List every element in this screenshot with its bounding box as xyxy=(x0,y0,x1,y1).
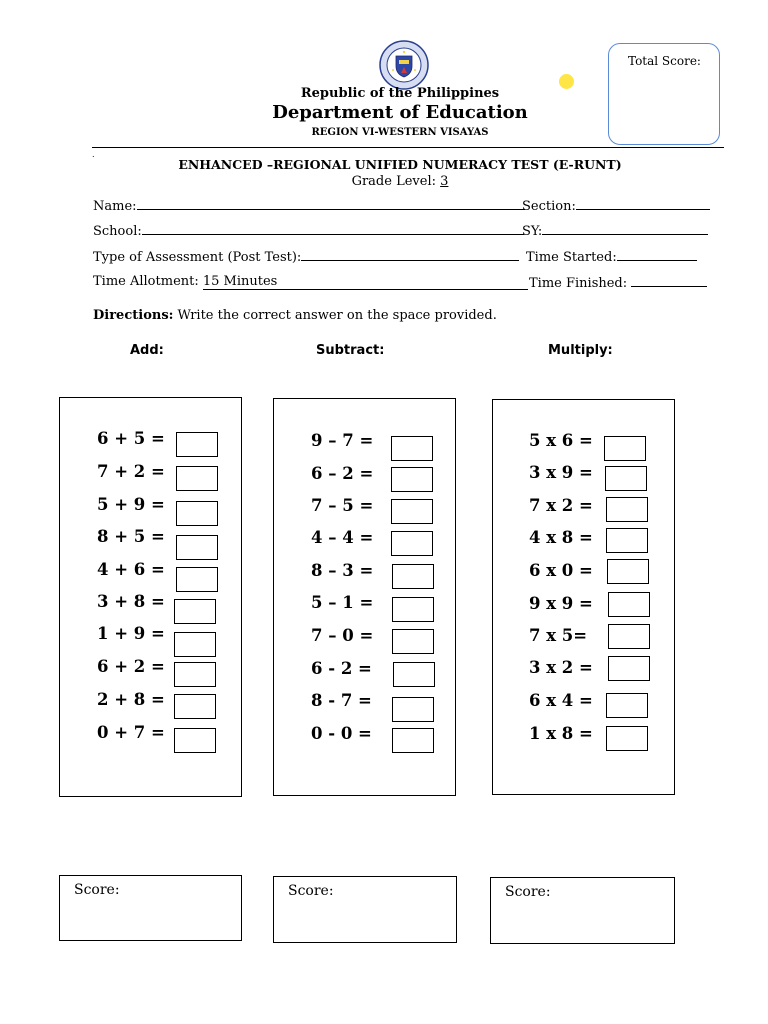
subtract-problem: 0 - 0 = xyxy=(311,724,372,743)
directions-label: Directions: xyxy=(93,308,174,323)
time-started-field[interactable] xyxy=(526,248,697,265)
sy-field[interactable] xyxy=(522,222,708,239)
add-problem: 0 + 7 = xyxy=(97,723,165,742)
subtract-answer-box[interactable] xyxy=(391,467,433,492)
directions xyxy=(93,308,497,323)
school-line[interactable] xyxy=(142,222,524,235)
section-label: Section: xyxy=(522,199,576,214)
multiply-problem: 7 x 2 = xyxy=(529,496,593,515)
subtract-answer-box[interactable] xyxy=(391,499,433,524)
stray-dot: . xyxy=(92,150,95,159)
subtract-answer-box[interactable] xyxy=(391,436,433,461)
multiply-answer-box[interactable] xyxy=(606,528,648,553)
assessment-field[interactable] xyxy=(93,248,519,265)
multiply-answer-box[interactable] xyxy=(605,466,647,491)
time-started-label: Time Started: xyxy=(526,250,617,265)
add-answer-box[interactable] xyxy=(176,567,218,592)
region-title: REGION VI-WESTERN VISAYAS xyxy=(311,127,489,138)
time-started-line[interactable] xyxy=(617,248,697,261)
subtract-problem: 7 – 0 = xyxy=(311,626,374,645)
subtract-answer-box[interactable] xyxy=(392,697,434,722)
time-allotment-line xyxy=(203,274,528,290)
add-heading: Add: xyxy=(130,343,164,358)
time-allotment-value: 15 Minutes xyxy=(202,274,278,289)
multiply-problem: 4 x 8 = xyxy=(529,528,593,547)
add-answer-box[interactable] xyxy=(174,694,216,719)
multiply-problem: 7 x 5= xyxy=(529,626,588,645)
section-field[interactable] xyxy=(522,197,710,214)
add-score-box[interactable] xyxy=(59,875,242,941)
subtract-problem: 4 – 4 = xyxy=(311,528,374,547)
subtract-problem: 6 - 2 = xyxy=(311,659,372,678)
add-answer-box[interactable] xyxy=(176,466,218,491)
school-label: School: xyxy=(93,224,142,239)
multiply-problem: 6 x 4 = xyxy=(529,691,593,710)
subtract-heading: Subtract: xyxy=(316,343,385,358)
multiply-answer-box[interactable] xyxy=(606,726,648,751)
multiply-answer-box[interactable] xyxy=(606,497,648,522)
add-problem: 1 + 9 = xyxy=(97,624,165,643)
name-label: Name: xyxy=(93,199,137,214)
time-finished-field[interactable] xyxy=(529,274,707,291)
subtract-answer-box[interactable] xyxy=(393,662,435,687)
time-finished-line[interactable] xyxy=(631,274,707,287)
header-divider xyxy=(92,147,724,148)
multiply-score-label: Score: xyxy=(505,884,551,900)
subtract-answer-box[interactable] xyxy=(392,564,434,589)
multiply-answer-box[interactable] xyxy=(604,436,646,461)
subtract-problem: 8 – 3 = xyxy=(311,561,374,580)
time-allotment-label: Time Allotment: xyxy=(93,274,199,289)
department-title: Department of Education xyxy=(272,102,528,123)
add-answer-box[interactable] xyxy=(174,632,216,657)
republic-title: Republic of the Philippines xyxy=(300,86,500,101)
add-score-label: Score: xyxy=(74,882,120,898)
subtract-problem: 6 – 2 = xyxy=(311,464,374,483)
subtract-answer-box[interactable] xyxy=(392,728,434,753)
multiply-score-box[interactable] xyxy=(490,877,675,944)
add-problem: 6 + 5 = xyxy=(97,429,165,448)
multiply-answer-box[interactable] xyxy=(606,693,648,718)
subtract-answer-box[interactable] xyxy=(392,629,434,654)
subtract-problem: 9 – 7 = xyxy=(311,431,374,450)
add-problem: 7 + 2 = xyxy=(97,462,165,481)
subtract-answer-box[interactable] xyxy=(391,531,433,556)
add-answer-box[interactable] xyxy=(174,599,216,624)
school-field[interactable] xyxy=(93,222,524,239)
test-title: ENHANCED –REGIONAL UNIFIED NUMERACY TEST (E-RUNT) xyxy=(178,157,622,172)
subtract-score-box[interactable] xyxy=(273,876,457,943)
subtract-problem: 5 – 1 = xyxy=(311,593,374,612)
add-problem: 8 + 5 = xyxy=(97,527,165,546)
subtract-problem: 7 – 5 = xyxy=(311,496,374,515)
subtract-problem: 8 - 7 = xyxy=(311,691,372,710)
total-score-label: Total Score: xyxy=(628,54,701,68)
section-line[interactable] xyxy=(576,197,710,210)
add-problem: 2 + 8 = xyxy=(97,690,165,709)
add-answer-box[interactable] xyxy=(176,432,218,457)
yellow-dot-mark xyxy=(559,74,574,89)
total-score-box[interactable] xyxy=(608,43,720,145)
add-problem: 5 + 9 = xyxy=(97,495,165,514)
multiply-answer-box[interactable] xyxy=(608,656,650,681)
add-problem: 4 + 6 = xyxy=(97,560,165,579)
directions-text: Write the correct answer on the space provided. xyxy=(177,308,497,323)
multiply-answer-box[interactable] xyxy=(608,592,650,617)
multiply-answer-box[interactable] xyxy=(608,624,650,649)
subtract-score-label: Score: xyxy=(288,883,334,899)
assessment-label: Type of Assessment (Post Test): xyxy=(93,250,302,265)
multiply-answer-box[interactable] xyxy=(607,559,649,584)
multiply-problem: 6 x 0 = xyxy=(529,561,593,580)
grade-level xyxy=(0,174,768,189)
multiply-problem: 5 x 6 = xyxy=(529,431,593,450)
sy-label: SY: xyxy=(522,224,543,239)
name-field[interactable] xyxy=(93,197,525,214)
name-line[interactable] xyxy=(137,197,525,210)
multiply-problem: 3 x 2 = xyxy=(529,658,593,677)
time-allotment-field xyxy=(93,274,528,290)
add-answer-box[interactable] xyxy=(176,535,218,560)
add-problem: 6 + 2 = xyxy=(97,657,165,676)
sy-line[interactable] xyxy=(542,222,708,235)
add-answer-box[interactable] xyxy=(174,662,216,687)
subtract-answer-box[interactable] xyxy=(392,597,434,622)
grade-level-value: 3 xyxy=(440,174,449,189)
assessment-line[interactable] xyxy=(301,248,519,261)
add-answer-box[interactable] xyxy=(176,501,218,526)
add-problem: 3 + 8 = xyxy=(97,592,165,611)
multiply-problem: 9 x 9 = xyxy=(529,594,593,613)
multiply-problem: 1 x 8 = xyxy=(529,724,593,743)
add-answer-box[interactable] xyxy=(174,728,216,753)
deped-seal-logo xyxy=(379,40,429,90)
multiply-problem: 3 x 9 = xyxy=(529,463,593,482)
grade-level-label: Grade Level: xyxy=(351,174,436,189)
time-finished-label: Time Finished: xyxy=(529,276,628,291)
multiply-heading: Multiply: xyxy=(548,343,613,358)
